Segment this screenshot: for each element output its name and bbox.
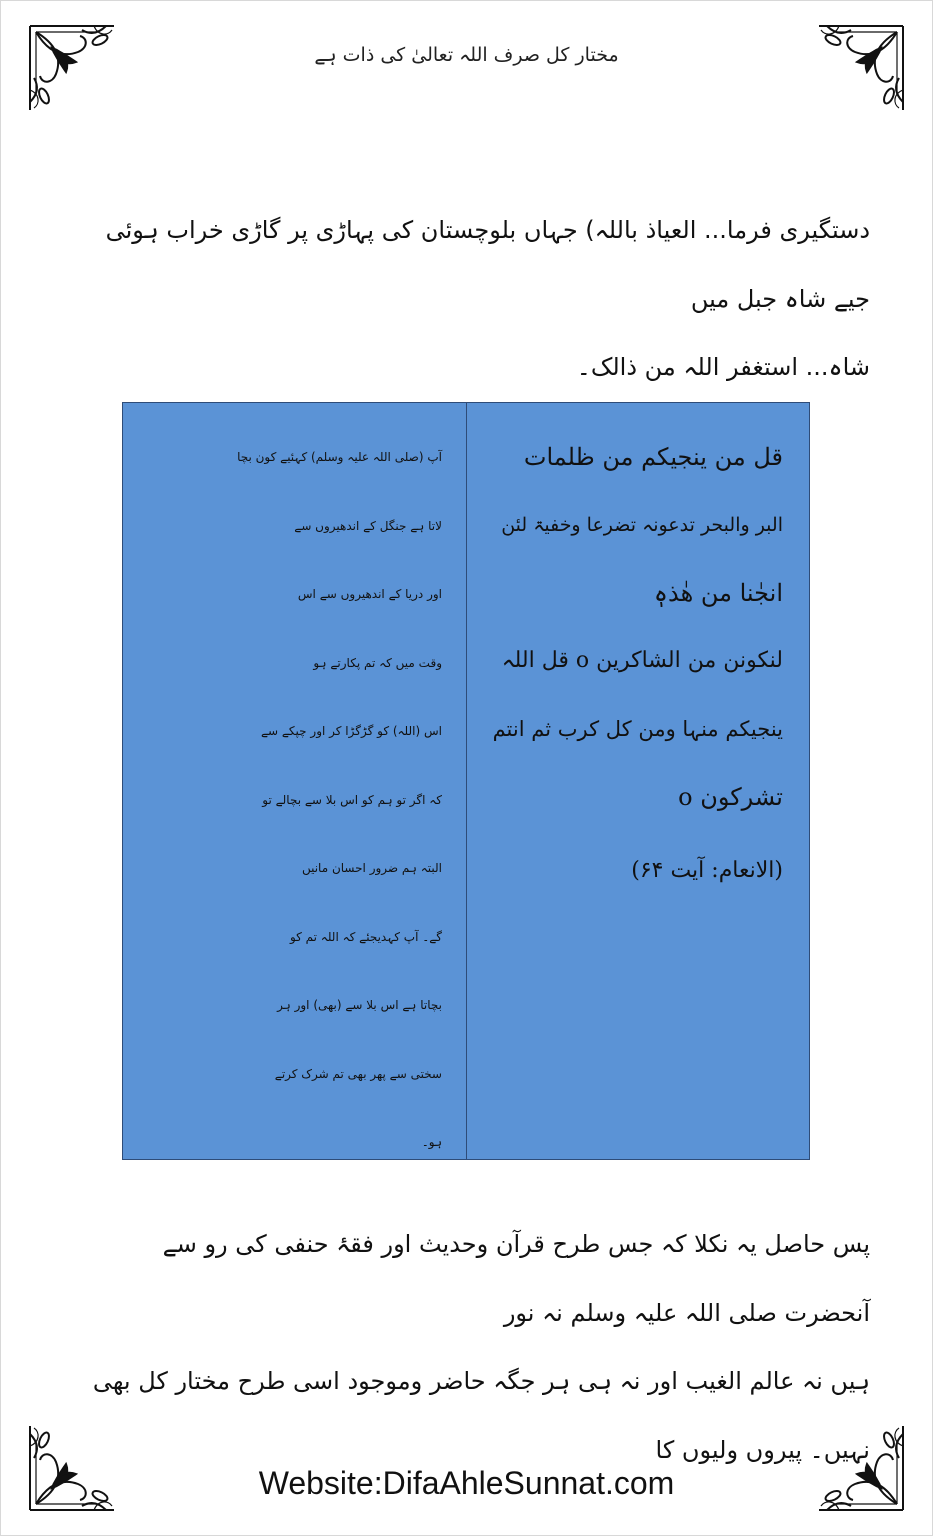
conclusion-paragraph (70, 1210, 870, 1484)
translation-line: ہو۔ (421, 1135, 442, 1149)
arabic-verse-line: انجٰنا من ھٰذہٖ (653, 579, 783, 607)
translation-line: کہ اگر تو ہم کو اس بلا سے بچالے تو (262, 792, 442, 807)
translation-line: آپ (صلی اللہ علیہ وسلم) کہئیے کون بچا (237, 450, 442, 464)
arabic-verse-line: البر والبحر تدعونہ تضرعا وخفیۃ لئن (501, 514, 783, 536)
arabic-verse-line: ینجیکم منہا ومن کل کرب ثم انتم (492, 717, 783, 741)
translation-line: بچاتا ہے اس بلا سے (بھی) اور ہر (277, 998, 442, 1012)
arabic-verse-line: تشرکون o (678, 783, 783, 811)
verse-reference: (الانعام: آیت ۶۴) (631, 858, 783, 883)
arabic-verse-line: لنکونن من الشاکرین o قل اللہ (501, 648, 783, 673)
translation-line: اور دریا کے اندھیروں سے اس (297, 587, 442, 601)
conclusion-line: پس حاصل یہ نکلا کہ جس طرح قرآن وحدیث اور فقۂ حنفی کی رو سے آنحضرت صلی اللہ علیہ وسلم نہ نور (162, 1230, 870, 1327)
arabic-verse-column (466, 403, 809, 1159)
website-footer: Website:DifaAhleSunnat.com (258, 1465, 675, 1501)
arabic-verse-line: قل من ینجیکم من ظلمات (523, 443, 783, 471)
urdu-translation-column (123, 403, 466, 1159)
translation-line: اس (اللہ) کو گڑگڑا کر اور چپکے سے (261, 724, 442, 738)
translation-line: سختی سے پھر بھی تم شرک کرتے (274, 1066, 442, 1081)
translation-line: لاتا ہے جنگل کے اندھیروں سے (294, 518, 442, 533)
intro-paragraph (70, 196, 870, 402)
conclusion-line: ہیں نہ عالم الغیب اور نہ ہی ہر جگہ حاضر وموجود اسی طرح مختار کل بھی نہیں۔ پیروں ولیوں کا (92, 1367, 870, 1464)
corner-ornament-top-right (815, 22, 907, 114)
translation-line: گے۔ آپ کہدیجئے کہ اللہ تم کو (289, 929, 442, 944)
quote-box (122, 402, 810, 1160)
intro-line: دستگیری فرما... العیاذ باللہ) جہاں بلوچستان کی پہاڑی پر گاڑی خراب ہوئی جیے شاہ جبل میں (105, 216, 870, 313)
translation-line: البتہ ہم ضرور احسان مانیں (301, 861, 442, 875)
intro-line: شاہ... استغفر اللہ من ذالک۔ (576, 353, 870, 381)
page-header-title: مختار کل صرف اللہ تعالیٰ کی ذات ہے (314, 44, 619, 66)
translation-line: وقت میں کہ تم پکارتے ہو (313, 655, 442, 670)
corner-ornament-top-left (26, 22, 118, 114)
